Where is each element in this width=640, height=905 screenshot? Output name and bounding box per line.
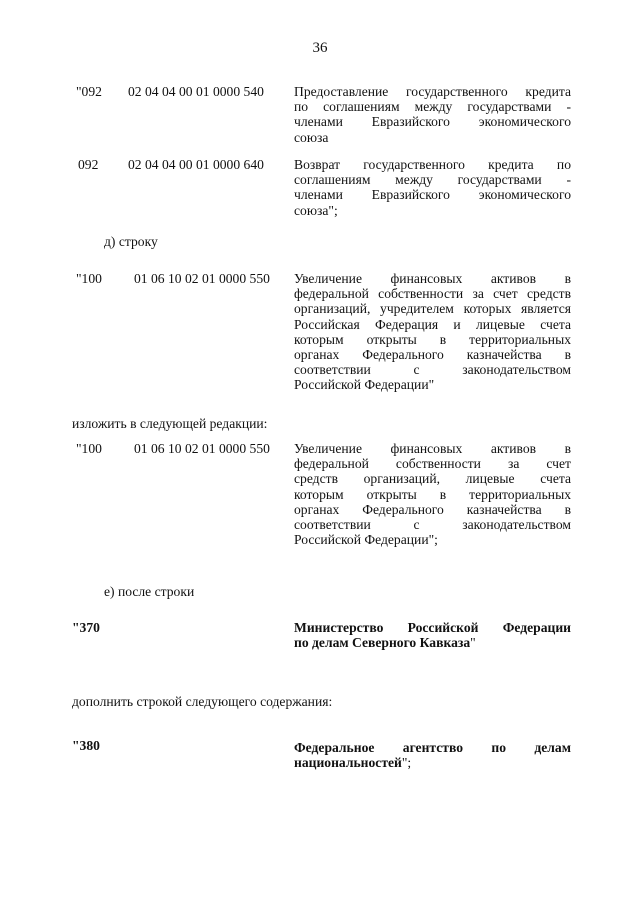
description-line: органах Федерального казначейства в bbox=[294, 347, 571, 363]
row-code: "370 bbox=[72, 620, 100, 635]
row-description bbox=[294, 620, 571, 650]
description-line: Министерство Российской Федерации bbox=[294, 620, 571, 635]
description-line: по соглашениям между государствами - bbox=[294, 99, 571, 115]
description-line: соглашениям между государствами - bbox=[294, 172, 571, 188]
description-line: Российской Федерации" bbox=[294, 377, 435, 393]
description-line: членами Евразийского экономического bbox=[294, 114, 571, 130]
description-line: Предоставление государственного кредита bbox=[294, 84, 571, 99]
row-kbk: 01 06 10 02 01 0000 550 bbox=[134, 441, 270, 456]
description-line: союза"; bbox=[294, 202, 338, 218]
row-description bbox=[294, 740, 571, 770]
description-line: союза bbox=[294, 129, 329, 145]
description-line: которым открыты в территориальных bbox=[294, 486, 571, 502]
row-description bbox=[294, 271, 571, 393]
description-line: организаций, учредителем которых является bbox=[294, 301, 571, 317]
description-line: Российской Федерации"; bbox=[294, 532, 438, 548]
instruction-e: е) после строки bbox=[104, 584, 195, 599]
row-description bbox=[294, 84, 571, 145]
description-line: Российская Федерация и лицевые счета bbox=[294, 316, 571, 332]
description-line: федеральной собственности за счет средств bbox=[294, 286, 571, 302]
description-line: органах Федерального казначейства в bbox=[294, 501, 571, 517]
description-line: Увеличение финансовых активов в bbox=[294, 441, 571, 456]
description-line: федеральной собственности за счет bbox=[294, 456, 571, 472]
row-code: "380 bbox=[72, 738, 100, 753]
row-description bbox=[294, 157, 571, 218]
description-line: Возврат государственного кредита по bbox=[294, 157, 571, 172]
description-bold-part: по делам Северного Кавказа bbox=[294, 635, 471, 651]
row-kbk: 02 04 04 00 01 0000 540 bbox=[128, 84, 264, 99]
closing-quote: " bbox=[470, 635, 476, 651]
page-number: 36 bbox=[312, 40, 328, 56]
description-bold-part: национальностей bbox=[294, 755, 402, 771]
row-code: "100 bbox=[76, 271, 102, 286]
description-line: Федеральное агентство по делам bbox=[294, 740, 571, 755]
description-line: Увеличение финансовых активов в bbox=[294, 271, 571, 286]
row-code: 092 bbox=[78, 157, 99, 172]
description-line: которым открыты в территориальных bbox=[294, 331, 571, 347]
row-kbk: 02 04 04 00 01 0000 640 bbox=[128, 157, 264, 172]
description-line: членами Евразийского экономического bbox=[294, 187, 571, 203]
description-line: средств организаций, лицевые счета bbox=[294, 471, 571, 487]
instruction-replace: изложить в следующей редакции: bbox=[72, 416, 268, 431]
row-description bbox=[294, 441, 571, 547]
description-line bbox=[294, 635, 571, 650]
description-line: соответствии с законодательством bbox=[294, 362, 571, 378]
row-code: "100 bbox=[76, 441, 102, 456]
instruction-add: дополнить строкой следующего содержания: bbox=[72, 694, 333, 709]
instruction-d: д) строку bbox=[104, 234, 158, 249]
row-code: "092 bbox=[76, 84, 102, 99]
row-kbk: 01 06 10 02 01 0000 550 bbox=[134, 271, 270, 286]
closing-quote: "; bbox=[401, 755, 412, 771]
description-line: соответствии с законодательством bbox=[294, 517, 571, 533]
description-line bbox=[294, 755, 571, 770]
